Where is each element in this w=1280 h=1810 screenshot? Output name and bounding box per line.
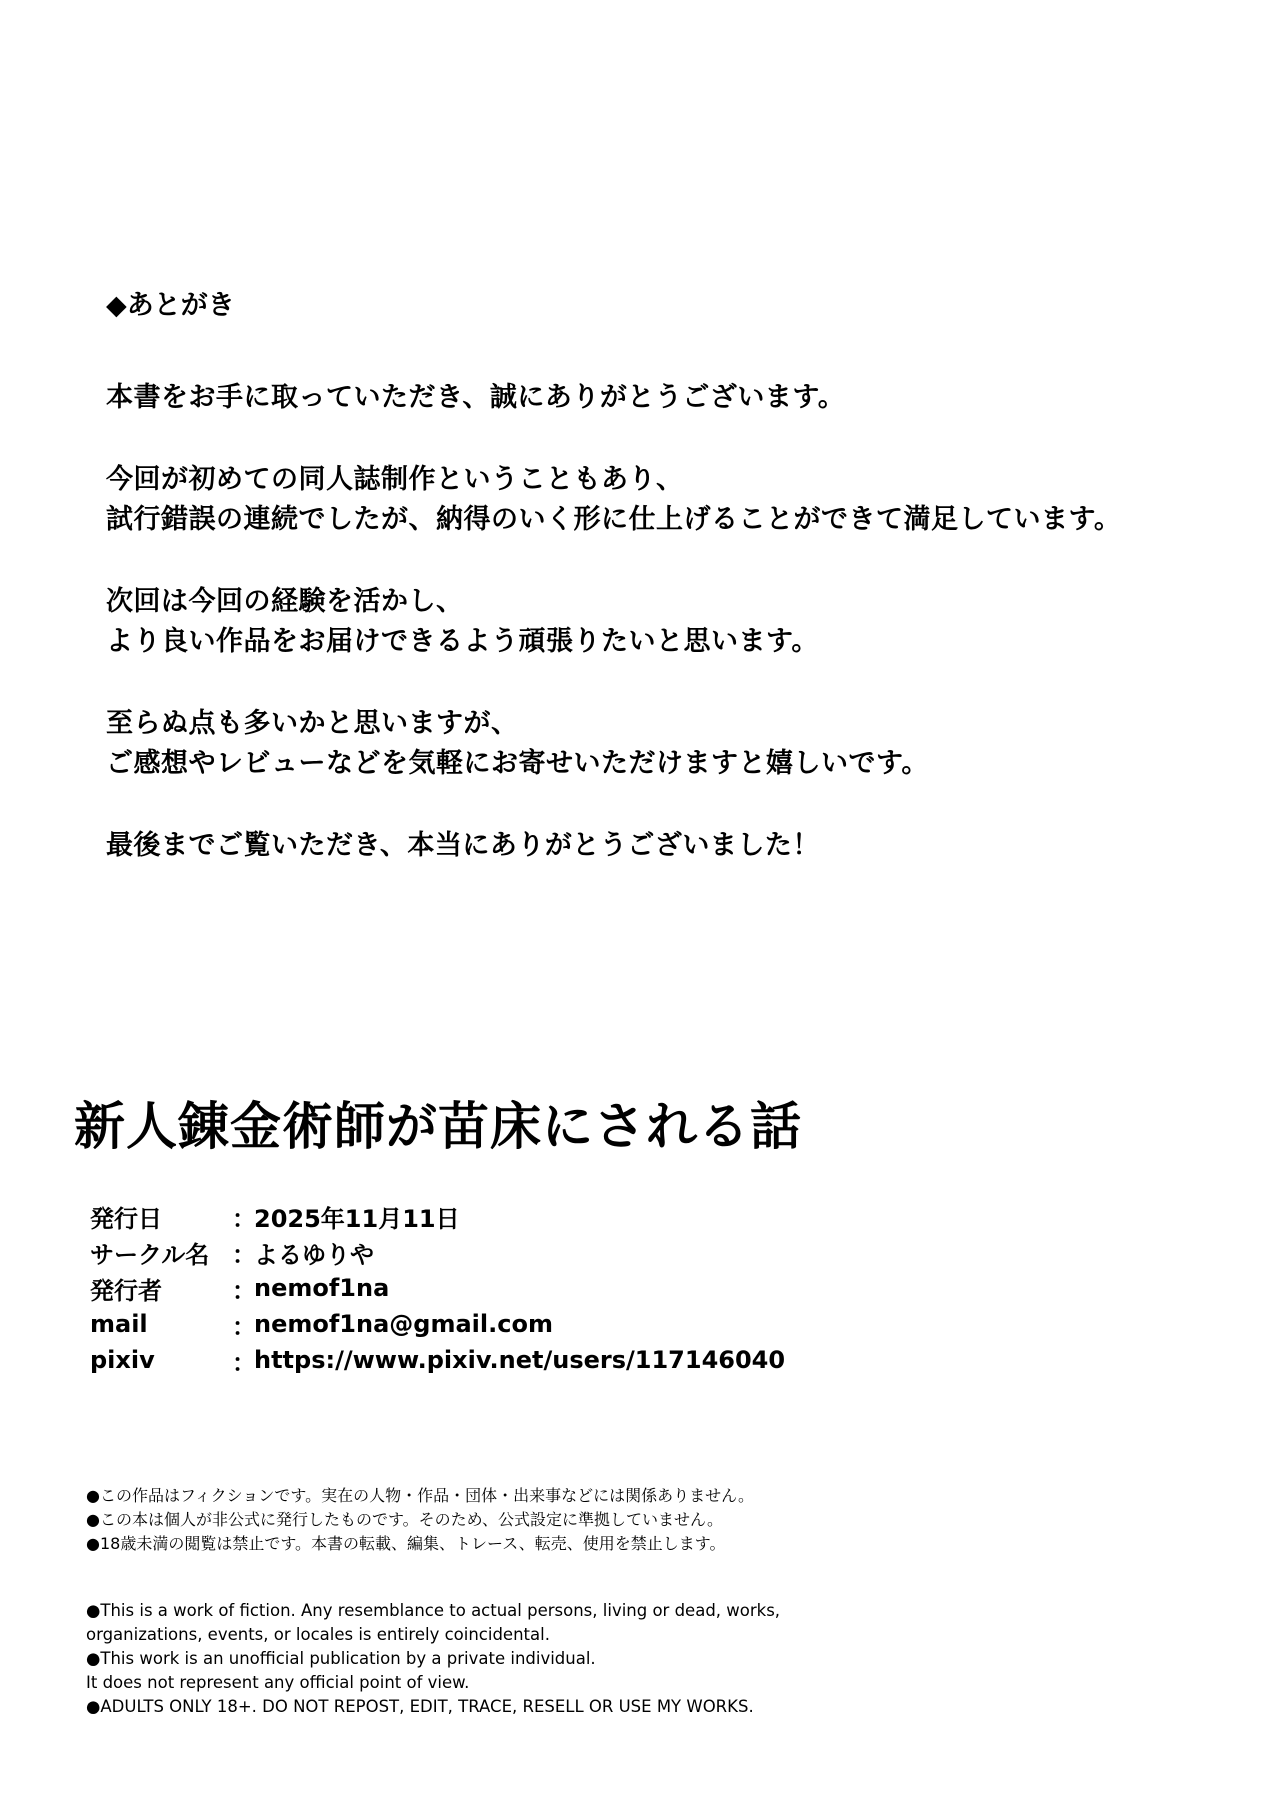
colophon-row-publisher xyxy=(90,1270,890,1306)
afterword-line: ご感想やレビューなどを気軽にお寄せいただけますと嬉しいです。 xyxy=(106,748,929,779)
afterword-paragraph xyxy=(106,378,1256,418)
notice-line: ●This work is an unofficial publication by a private individual. xyxy=(86,1649,596,1668)
colophon-value: nemof1na xyxy=(254,1274,390,1302)
colophon-label: mail xyxy=(90,1310,148,1338)
colophon-pixiv-url: https://www.pixiv.net/users/117146040 xyxy=(254,1346,786,1374)
colophon-separator: ： xyxy=(232,1348,256,1377)
colophon-label: サークル名 xyxy=(90,1240,210,1269)
afterword-heading: ◆あとがき xyxy=(106,290,235,321)
afterword-line: 次回は今回の経験を活かし、 xyxy=(106,586,464,617)
afterword-line: 今回が初めての同人誌制作ということもあり、 xyxy=(106,464,684,495)
notices-japanese xyxy=(86,1484,986,1556)
afterword-paragraph xyxy=(106,582,1256,662)
afterword-line: 試行錯誤の連続でしたが、納得のいく形に仕上げることができて満足しています。 xyxy=(106,504,1122,535)
colophon-separator: ： xyxy=(232,1276,256,1305)
afterword-line: 至らぬ点も多いかと思いますが、 xyxy=(106,708,519,739)
afterword-line: より良い作品をお届けできるよう頑張りたいと思います。 xyxy=(106,626,819,657)
notice-line: ●この作品はフィクションです。実在の人物・作品・団体・出来事などには関係ありません。 xyxy=(86,1486,755,1505)
colophon-separator: ： xyxy=(232,1204,256,1233)
book-title: 新人錬金術師が苗床にされる話 xyxy=(74,1098,803,1157)
colophon-separator: ： xyxy=(232,1312,256,1341)
afterword-paragraph xyxy=(106,826,1256,866)
afterword-section xyxy=(106,286,1256,908)
colophon-row-publish-date xyxy=(90,1198,890,1234)
notice-line: organizations, events, or locales is entirely coincidental. xyxy=(86,1625,550,1644)
colophon-label: 発行日 xyxy=(90,1204,162,1233)
afterword-paragraph xyxy=(106,460,1256,540)
colophon-value: よるゆりや xyxy=(254,1240,374,1269)
notice-line: ●この本は個人が非公式に発行したものです。そのため、公式設定に準拠していません。 xyxy=(86,1510,724,1529)
notices-english xyxy=(86,1599,986,1719)
colophon xyxy=(90,1198,890,1378)
notice-line: ●18歳未満の閲覧は禁止です。本書の転載、編集、トレース、転売、使用を禁止します。 xyxy=(86,1534,726,1553)
colophon-row-mail xyxy=(90,1306,890,1342)
afterword-paragraph xyxy=(106,704,1256,784)
colophon-label: pixiv xyxy=(90,1346,155,1374)
colophon-row-circle-name xyxy=(90,1234,890,1270)
colophon-value: 2025年11月11日 xyxy=(254,1204,460,1233)
colophon-row-pixiv xyxy=(90,1342,890,1378)
afterword-line: 本書をお手に取っていただき、誠にありがとうございます。 xyxy=(106,382,846,413)
notice-line: It does not represent any official point of view. xyxy=(86,1673,470,1692)
notice-line: ●ADULTS ONLY 18+. DO NOT REPOST, EDIT, TRACE, RESELL OR USE MY WORKS. xyxy=(86,1697,754,1716)
colophon-email: nemof1na@gmail.com xyxy=(254,1310,553,1338)
colophon-separator: ： xyxy=(232,1240,256,1269)
notice-line: ●This is a work of fiction. Any resemblance to actual persons, living or dead, works, xyxy=(86,1601,781,1620)
colophon-label: 発行者 xyxy=(90,1276,162,1305)
afterword-line: 最後までご覧いただき、本当にありがとうございました！ xyxy=(106,830,820,861)
